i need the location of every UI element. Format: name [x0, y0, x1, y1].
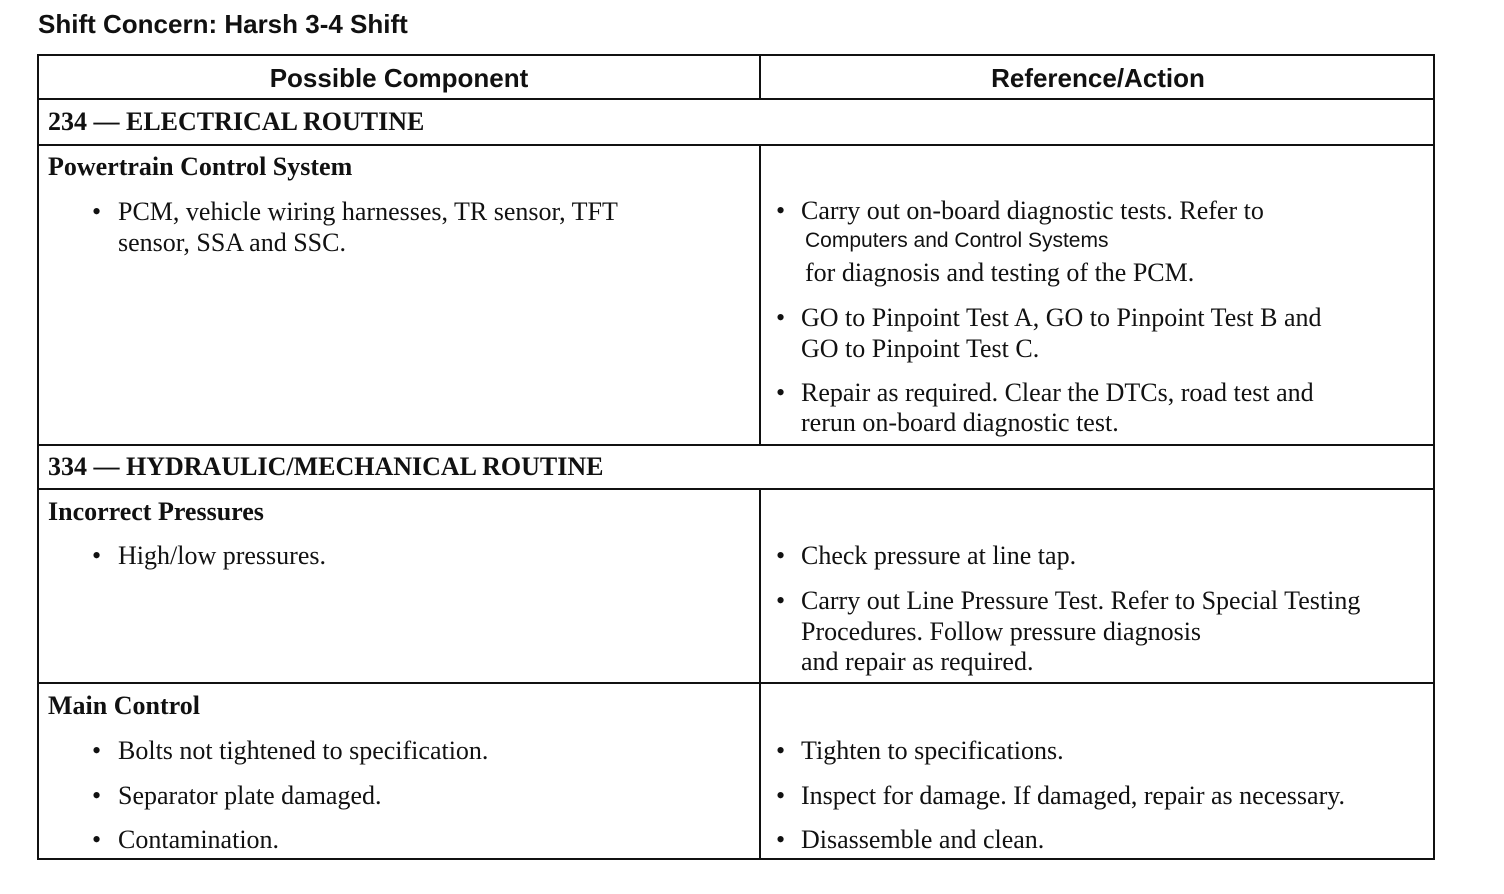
- action-line: GO to Pinpoint Test C.: [801, 334, 1040, 363]
- group-name-main-control: Main Control: [48, 691, 200, 720]
- column-divider: [759, 488, 761, 860]
- action-line: for diagnosis and testing of the PCM.: [805, 258, 1195, 287]
- action-line: rerun on-board diagnostic test.: [801, 408, 1119, 437]
- component-line: PCM, vehicle wiring harnesses, TR sensor, TFT: [118, 197, 618, 226]
- bullet: •: [92, 825, 102, 854]
- bullet: •: [776, 196, 786, 225]
- bullet: •: [776, 586, 786, 615]
- component-line: sensor, SSA and SSC.: [118, 228, 346, 257]
- page-title: Shift Concern: Harsh 3-4 Shift: [38, 9, 408, 39]
- action-line: Tighten to specifications.: [801, 736, 1064, 765]
- action-line: GO to Pinpoint Test A, GO to Pinpoint Test B and: [801, 303, 1322, 332]
- bullet: •: [776, 303, 786, 332]
- bullet: •: [776, 541, 786, 570]
- header-reference-action: Reference/Action: [991, 63, 1205, 93]
- action-line: and repair as required.: [801, 647, 1034, 676]
- action-line: Inspect for damage. If damaged, repair as necessary.: [801, 781, 1346, 810]
- row-divider: [37, 444, 1435, 446]
- bullet: •: [92, 781, 102, 810]
- action-line: Repair as required. Clear the DTCs, road test and: [801, 378, 1314, 407]
- bullet: •: [776, 781, 786, 810]
- component-line: High/low pressures.: [118, 541, 326, 570]
- header-possible-component: Possible Component: [269, 63, 529, 93]
- bullet: •: [776, 825, 786, 854]
- row-divider: [37, 682, 1435, 684]
- action-line: Carry out Line Pressure Test. Refer to Special Testing: [801, 586, 1361, 615]
- action-line: Disassemble and clean.: [801, 825, 1045, 854]
- group-name-powertrain: Powertrain Control System: [48, 152, 353, 181]
- section-heading-hydraulic: 334 — HYDRAULIC/MECHANICAL ROUTINE: [48, 452, 604, 481]
- bullet: •: [92, 197, 102, 226]
- row-divider: [37, 488, 1435, 490]
- row-divider: [37, 98, 1435, 100]
- component-line: Contamination.: [118, 825, 280, 854]
- component-line: Separator plate damaged.: [118, 781, 382, 810]
- bullet: •: [92, 736, 102, 765]
- action-reference-line: Computers and Control Systems: [805, 229, 1109, 252]
- bullet: •: [92, 541, 102, 570]
- column-divider: [759, 144, 761, 446]
- section-heading-electrical: 234 — ELECTRICAL ROUTINE: [48, 107, 425, 136]
- bullet: •: [776, 736, 786, 765]
- bullet: •: [776, 378, 786, 407]
- row-divider: [37, 144, 1435, 146]
- action-line: Check pressure at line tap.: [801, 541, 1077, 570]
- action-line: Procedures. Follow pressure diagnosis: [801, 617, 1202, 646]
- component-line: Bolts not tightened to specification.: [118, 736, 489, 765]
- action-line: Carry out on-board diagnostic tests. Refer to: [801, 196, 1264, 225]
- group-name-incorrect-pressures: Incorrect Pressures: [48, 497, 264, 526]
